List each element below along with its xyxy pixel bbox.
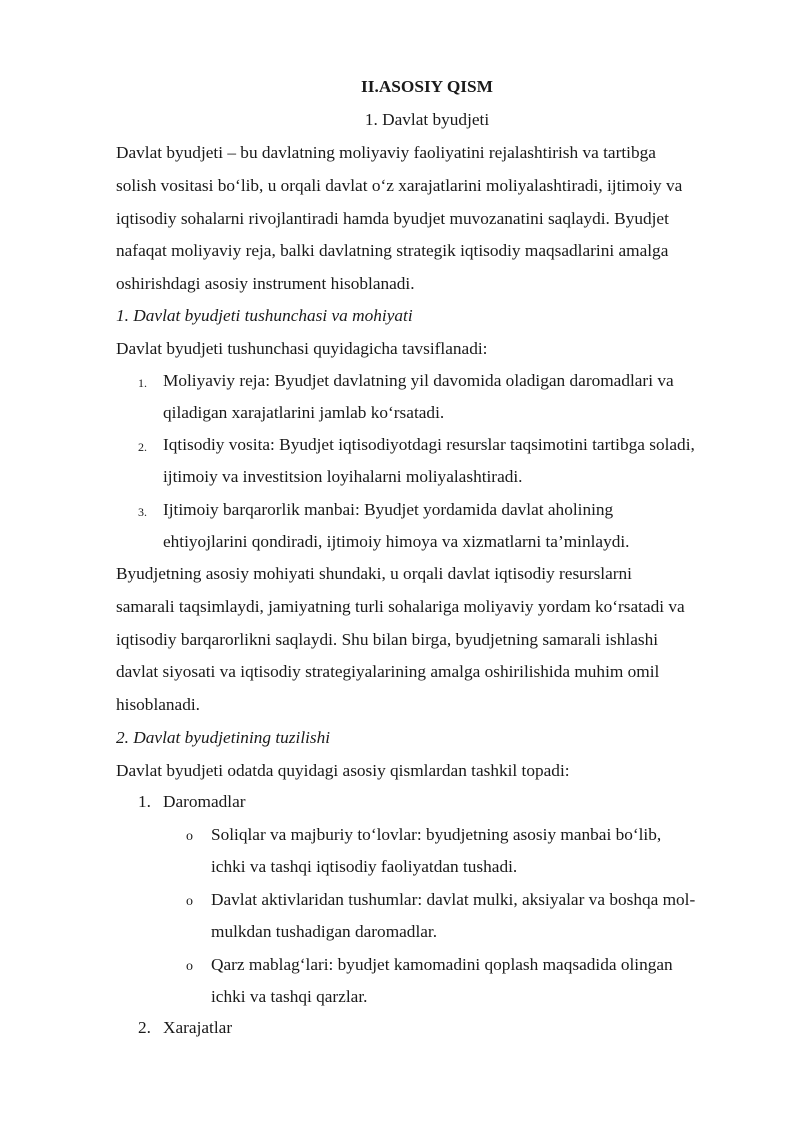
list-item-label: Daromadlar (163, 792, 246, 811)
list-item-line: Iqtisodiy vosita: Byudjet iqtisodiyotdagi resurslar taqsimotini tartibga soladi, (163, 435, 695, 454)
section-2-lead: Davlat byudjeti odatda quyidagi asosiy qismlardan tashkil topadi: (116, 761, 570, 780)
body-line: davlat siyosati va iqtisodiy strategiyalarining amalga oshirilishida muhim omil (116, 662, 660, 681)
sub-item-line: mulkdan tushadigan daromadlar. (211, 922, 438, 941)
section-heading: II.ASOSIY QISM (361, 77, 493, 96)
body-line: samarali taqsimlaydi, jamiyatning turli sohalariga moliyaviy yordam ko‘rsatadi va (116, 597, 685, 616)
list-number: 3. (138, 505, 147, 519)
list-item-line: ijtimoiy va investitsion loyihalarni moliyalashtiradi. (163, 467, 523, 486)
body-line: hisoblanadi. (116, 695, 200, 714)
body-line: Byudjetning asosiy mohiyati shundaki, u orqali davlat iqtisodiy resurslarni (116, 564, 632, 583)
intro-line: nafaqat moliyaviy reja, balki davlatning strategik iqtisodiy maqsadlarini amalga (116, 241, 669, 260)
body-line: iqtisodiy barqarorlikni saqlaydi. Shu bilan birga, byudjetning samarali ishlashi (116, 630, 659, 649)
sub-item-line: ichki va tashqi qarzlar. (211, 987, 368, 1006)
list-item-line: ehtiyojlarini qondiradi, ijtimoiy himoya va xizmatlarni ta’minlaydi. (163, 532, 630, 551)
section-1-title: 1. Davlat byudjeti tushunchasi va mohiyati (116, 306, 413, 325)
section-2-title: 2. Davlat byudjetining tuzilishi (116, 728, 331, 747)
intro-line: oshirishdagi asosiy instrument hisoblanadi. (116, 274, 415, 293)
list-item-line: qiladigan xarajatlarini jamlab ko‘rsatadi. (163, 403, 445, 422)
bullet-circle-icon: o (186, 894, 193, 909)
intro-line: Davlat byudjeti – bu davlatning moliyaviy faoliyatini rejalashtirish va tartibga (116, 143, 656, 162)
list-item-label: Xarajatlar (163, 1018, 233, 1037)
list-item-line: Moliyaviy reja: Byudjet davlatning yil davomida oladigan daromadlari va (163, 371, 674, 390)
section-1-lead: Davlat byudjeti tushunchasi quyidagicha tavsiflanadi: (116, 339, 488, 358)
bullet-circle-icon: o (186, 959, 193, 974)
intro-line: solish vositasi bo‘lib, u orqali davlat o‘z xarajatlarini moliyalashtiradi, ijtimoiy va (116, 176, 683, 195)
list-number: 1. (138, 376, 147, 390)
bullet-circle-icon: o (186, 829, 193, 844)
list-item-line: Ijtimoiy barqarorlik manbai: Byudjet yordamida davlat aholining (163, 500, 614, 519)
chapter-subheading: 1. Davlat byudjeti (364, 110, 490, 129)
list-number: 1. (138, 792, 151, 811)
list-number: 2. (138, 440, 147, 454)
intro-line: iqtisodiy sohalarni rivojlantiradi hamda byudjet muvozanatini saqlaydi. Byudjet (116, 209, 669, 228)
list-number: 2. (138, 1018, 151, 1037)
sub-item-line: Qarz mablag‘lari: byudjet kamomadini qoplash maqsadida olingan (211, 955, 673, 974)
sub-item-line: ichki va tashqi iqtisodiy faoliyatdan tushadi. (211, 857, 518, 876)
sub-item-line: Davlat aktivlaridan tushumlar: davlat mulki, aksiyalar va boshqa mol- (211, 890, 696, 909)
sub-item-line: Soliqlar va majburiy to‘lovlar: byudjetning asosiy manbai bo‘lib, (211, 825, 662, 844)
